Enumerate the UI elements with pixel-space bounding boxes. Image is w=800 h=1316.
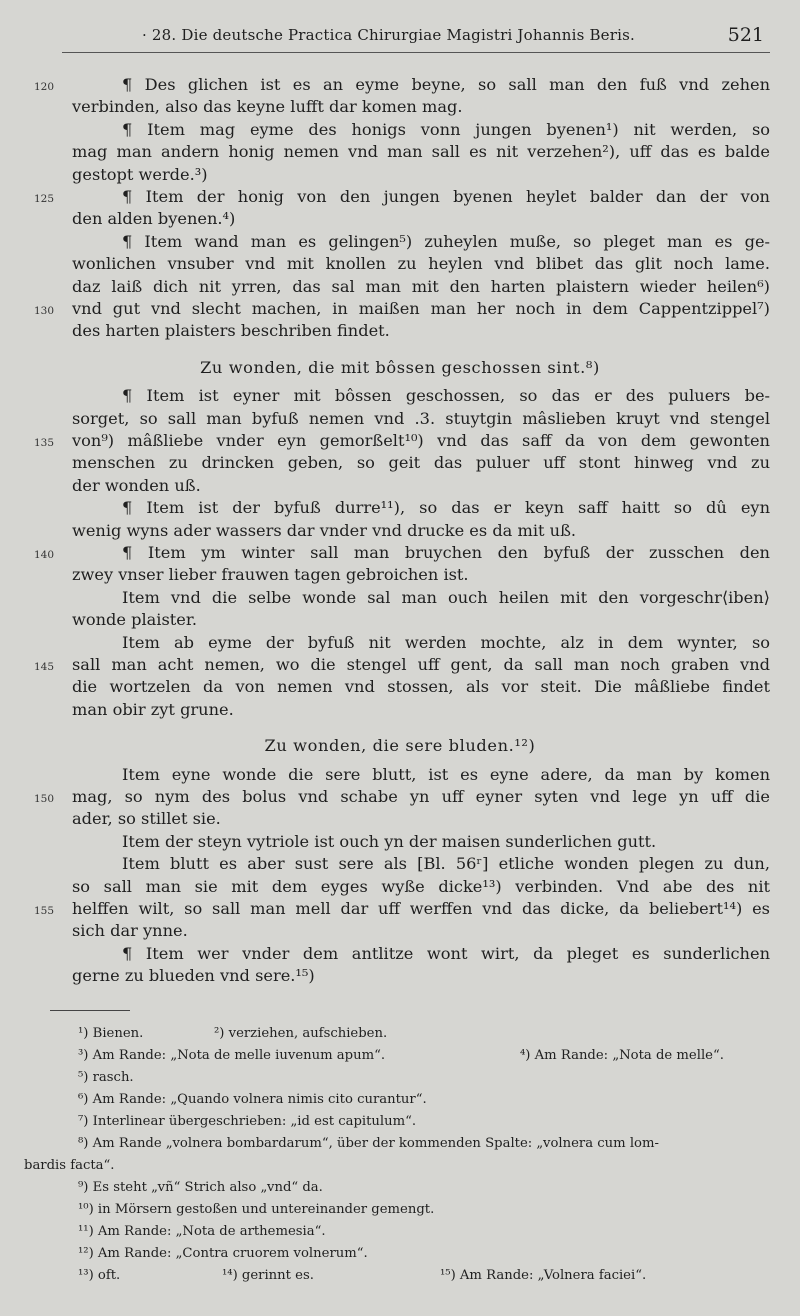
text-line [0,141,800,163]
footnote: ¹⁰) in Mörsern gestoßen und untereinander gemengt. [78,1202,435,1217]
line-text: wonlichen vnsuber vnd mit knollen zu heylen vnd blibet das glit noch lame. [72,254,770,274]
line-text: Item eyne wonde die sere blutt, ist es eyne adere, da man by komen [122,764,770,784]
text-line [0,542,800,564]
header-rule [62,52,770,53]
text-line [0,876,800,898]
text-line [0,587,800,609]
section-heading [0,357,800,379]
text-line [0,831,800,853]
line-text: ¶ Item wer vnder dem antlitze wont wirt, da pleget es sunderlichen [122,943,770,963]
line-text: Item vnd die selbe wonde sal man ouch heilen mit den vorgeschr⟨iben⟩ [122,587,770,607]
line-text: ¶ Item mag eyme des honigs vonn jungen byenen¹) nit werden, so [122,119,770,139]
line-text: man obir zyt grune. [72,699,234,719]
line-text: ¶ Item ym winter sall man bruychen den byfuß der zusschen den [122,543,770,562]
text-line [0,786,800,808]
text-line [0,699,800,721]
footnote: ³) Am Rande: „Nota de melle iuvenum apum“. [78,1048,386,1063]
line-text: Item blutt es aber sust sere als [Bl. 56ʳ] etliche wonden plegen zu dun, [122,854,770,874]
line-text: daz laiß dich nit yrren, das sal man mit den harten plaistern wieder heilen⁶) [72,276,770,296]
line-text: den alden byenen.⁴) [72,209,236,229]
line-text: ¶ Des glichen ist es an eyme beyne, so sall man den fuß vnd zehen [122,75,770,94]
line-text: Item ab eyme der byfuß nit werden mochte, alz in dem wynter, so [122,632,770,652]
line-text: sall man acht nemen, wo die stengel uff gent, da sall man noch graben vnd [72,655,770,674]
line-text: der wonden uß. [72,475,201,495]
footnote: ¹¹) Am Rande: „Nota de arthemesia“. [78,1224,326,1239]
footnote: ⁷) Interlinear übergeschrieben: „id est capitulum“. [78,1114,417,1129]
footnote: ⁵) rasch. [78,1070,134,1085]
line-text: menschen zu drincken geben, so geit das puluer uff stont hinweg vnd zu [72,453,770,473]
page-number: 521 [727,24,764,46]
line-text: mag, so nym des bolus vnd schabe yn uff eyner syten vnd lege yn uff die [72,787,770,806]
text-line [0,764,800,786]
line-number: 145 [34,661,55,673]
text-line [0,943,800,965]
line-text: sorget, so sall man byfuß nemen vnd .3. stuytgin mâslieben kruyt vnd stengel [72,408,770,428]
text-line [0,452,800,474]
text-line [0,475,800,497]
header-title: · 28. Die deutsche Practica Chirurgiae Magistri Johannis Beris. [142,26,635,44]
line-text: wenig wyns ader wassers dar vnder vnd drucke es da mit uß. [72,520,577,540]
footnote: ¹⁵) Am Rande: „Volnera faciei“. [440,1268,647,1283]
text-line [0,164,800,186]
line-text: die wortzelen da von nemen vnd stossen, als vor steit. Die mâßliebe findet [72,677,770,697]
line-text: Item der steyn vytriole ist ouch yn der maisen sunderlichen gutt. [122,831,657,851]
footnote: ⁸) Am Rande „volnera bombardarum“, über der kommenden Spalte: „volnera cum lom- [78,1136,659,1151]
line-text: so sall man sie mit dem eyges wyße dicke¹³) verbinden. Vnd abe des nit [72,876,770,896]
text-line [0,253,800,275]
line-text: Zu wonden, die mit bôssen geschossen sint.⁸) [200,357,600,377]
text-line [0,632,800,654]
text-line [0,231,800,253]
footnote: ¹⁴) gerinnt es. [222,1268,314,1283]
footnote: ¹²) Am Rande: „Contra cruorem volnerum“. [78,1246,368,1261]
line-number: 120 [34,81,55,93]
text-line [0,654,800,676]
line-number: 150 [34,793,55,805]
line-text: gestopt werde.³) [72,164,208,184]
line-text: helffen wilt, so sall man mell dar uff werffen vnd das dicke, da beliebert¹⁴) es [72,899,770,918]
footnote: ⁶) Am Rande: „Quando volnera nimis cito curantur“. [78,1092,427,1107]
text-line [0,408,800,430]
line-text: mag man andern honig nemen vnd man sall es nit verzehen²), uff das es balde [72,142,770,162]
text-line [0,385,800,407]
text-line [0,564,800,586]
text-line [0,119,800,141]
line-text: vnd gut vnd slecht machen, in maißen man her noch in dem Cappentzippel⁷) [72,299,770,318]
footnote-rule [50,1010,130,1011]
text-line [0,276,800,298]
text-line [0,808,800,830]
line-number: 130 [34,305,55,317]
line-text: wonde plaister. [72,610,197,630]
line-number: 125 [34,193,55,205]
line-text: ¶ Item der honig von den jungen byenen heylet balder dan der von [122,187,770,206]
footnote: bardis facta“. [24,1158,115,1173]
text-line [0,298,800,320]
footnote: ²) verziehen, aufschieben. [214,1026,388,1041]
section-heading [0,735,800,757]
footnote: ⁹) Es steht „vñ“ Strich also „vnd“ da. [78,1180,323,1195]
line-text: ¶ Item ist der byfuß durre¹¹), so das er keyn saff haitt so dû eyn [122,498,770,518]
line-text: verbinden, also das keyne lufft dar komen mag. [72,97,463,117]
line-number: 140 [34,549,55,561]
footnote: ¹) Bienen. [78,1026,144,1041]
footnote: ¹³) oft. [78,1268,121,1283]
line-text: des harten plaisters beschriben findet. [72,321,390,341]
text-line [0,676,800,698]
text-line [0,920,800,942]
text-line [0,609,800,631]
line-text: ader, so stillet sie. [72,809,221,829]
line-number: 135 [34,437,55,449]
line-number: 155 [34,905,55,917]
text-line [0,965,800,987]
line-text: ¶ Item wand man es gelingen⁵) zuheylen muße, so pleget man es ge- [122,231,770,251]
text-line [0,898,800,920]
line-text: gerne zu blueden vnd sere.¹⁵) [72,966,315,986]
text-line [0,208,800,230]
text-line [0,520,800,542]
text-line [0,96,800,118]
text-line [0,320,800,342]
line-text: zwey vnser lieber frauwen tagen gebroichen ist. [72,565,469,585]
text-line [0,853,800,875]
footnote: ⁴) Am Rande: „Nota de melle“. [520,1048,724,1063]
text-line [0,497,800,519]
text-line [0,74,800,96]
line-text: sich dar ynne. [72,921,188,941]
text-line [0,186,800,208]
line-text: von⁹) mâßliebe vnder eyn gemorßelt¹⁰) vnd das saff da von dem gewonten [72,431,770,450]
text-line [0,430,800,452]
line-text: Zu wonden, die sere bluden.¹²) [264,736,536,756]
running-header [0,22,800,52]
line-text: ¶ Item ist eyner mit bôssen geschossen, so das er des puluers be- [122,386,770,406]
